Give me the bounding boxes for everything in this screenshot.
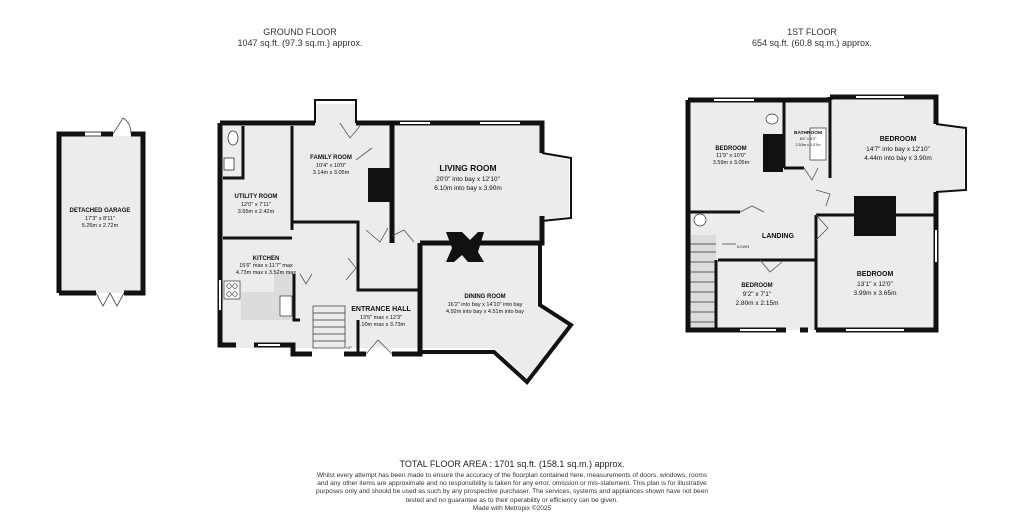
first-floor-title: 1ST FLOOR (787, 27, 837, 37)
hall-imperial: 13'5" max x 12'3" (359, 315, 403, 321)
bed-se-name: BEDROOM (856, 271, 894, 278)
dining-metric: 4.92m into bay x 4.51m into bay (446, 309, 524, 315)
garage-imperial: 17'3" x 8'11" (85, 216, 115, 222)
bed-ne-metric: 4.44m into bay x 3.90m (864, 155, 932, 162)
bed-ne-name: BEDROOM (879, 136, 917, 143)
ground-floor-plan (220, 100, 571, 382)
stair-up-label: UP (346, 345, 352, 350)
hall-metric: 4.10m max x 3.73m (356, 322, 406, 328)
first-floor-plan (688, 97, 966, 330)
bathroom-metric: 2.53m x 1.57m (795, 143, 821, 147)
bed-nw-name: BEDROOM (715, 146, 747, 152)
bed-sw-imperial: 9'2" x 7'1" (742, 291, 772, 298)
disclaimer-block (312, 472, 712, 513)
made-with-credit: Made with Metropix ©2025 (472, 504, 552, 512)
kitchen-metric: 4.73m max x 3.52m max (235, 270, 297, 276)
bed-nw-metric: 3.59m x 3.05m (712, 160, 750, 166)
disclaimer-text: Whilst every attempt has been made to ensure the accuracy of the floorplan contained here, measurements of doors, windows, rooms and any other items are approximate and no responsibility is taken for any error, omission or mis-statement. This plan is for illustrative purposes only and should be used as such by any prospective purchaser. The services, systems and appliances shown have not been tested and no guarantee as to their operability or efficiency can be given. (315, 472, 709, 504)
living-name: LIVING ROOM (439, 163, 497, 173)
bed-ne-imperial: 14'7" into bay x 12'10" (866, 146, 930, 153)
bed-sw-name: BEDROOM (741, 283, 773, 289)
kitchen-imperial: 15'6" max x 11'7" max (239, 263, 293, 269)
landing-name: LANDING (762, 233, 794, 240)
family-imperial: 10'4" x 10'0" (315, 163, 347, 169)
utility-metric: 3.65m x 2.42m (237, 209, 275, 215)
stair-down-label: DOWN (736, 244, 750, 249)
total-floor-area: TOTAL FLOOR AREA : 1701 sq.ft. (158.1 sq.m.) approx. (399, 459, 625, 469)
bed-se-metric: 3.99m x 3.65m (853, 290, 897, 297)
garage-name: DETACHED GARAGE (69, 208, 131, 214)
bed-nw-imperial: 11'9" x 10'0" (716, 153, 746, 159)
utility-name: UTILITY ROOM (234, 194, 278, 200)
bed-sw-metric: 2.80m x 2.15m (735, 300, 779, 307)
bathroom-imperial: 8'4" x 5'2" (799, 137, 817, 141)
bathroom-name: BATHROOM (794, 131, 822, 136)
garage-metric: 5.26m x 2.72m (81, 223, 119, 229)
dining-imperial: 16'2" into bay x 14'10" into bay (447, 302, 523, 308)
first-floor-area: 654 sq.ft. (60.8 sq.m.) approx. (751, 38, 873, 48)
utility-imperial: 12'0" x 7'11" (241, 202, 271, 208)
hall-name: ENTRANCE HALL (351, 306, 411, 313)
bed-se-imperial: 13'1" x 12'0" (857, 281, 893, 288)
family-metric: 3.14m x 3.05m (312, 170, 350, 176)
dining-name: DINING ROOM (464, 294, 506, 300)
kitchen-name: KITCHEN (252, 256, 280, 262)
ground-floor-title: GROUND FLOOR (263, 27, 337, 37)
family-name: FAMILY ROOM (310, 155, 352, 161)
living-imperial: 20'0" into bay x 12'10" (436, 176, 500, 183)
ground-floor-area: 1047 sq.ft. (97.3 sq.m.) approx. (237, 38, 363, 48)
living-metric: 6.10m into bay x 3.90m (434, 185, 502, 192)
